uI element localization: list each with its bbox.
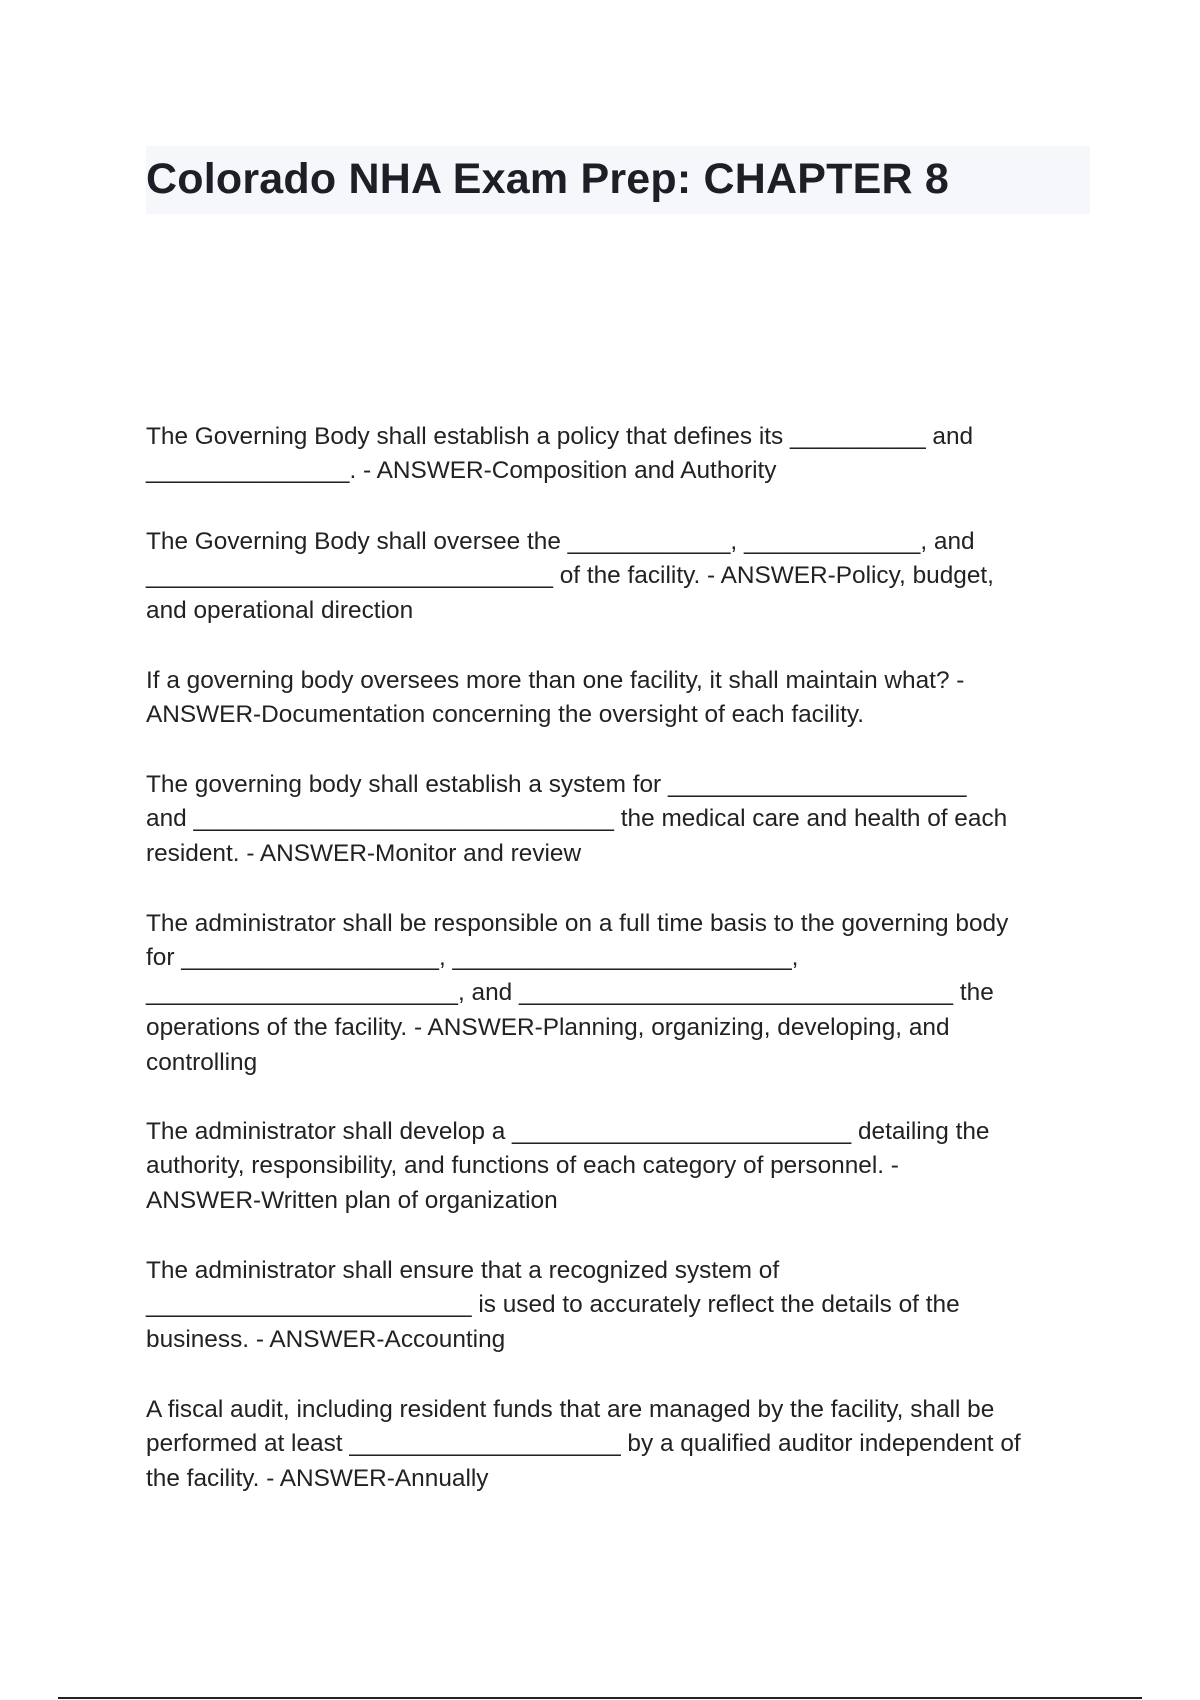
document-title: Colorado NHA Exam Prep: CHAPTER 8 bbox=[146, 155, 950, 203]
qa-line: _______________. - ANSWER-Composition and Authority bbox=[146, 457, 777, 485]
qa-line: for ___________________, _________________________, bbox=[146, 944, 799, 972]
qa-line: The governing body shall establish a system for ______________________ bbox=[146, 770, 967, 798]
qa-line: and _______________________________ the medical care and health of each bbox=[146, 805, 1008, 833]
qa-line: the facility. - ANSWER-Annually bbox=[146, 1465, 489, 1493]
qa-line: ______________________________ of the facility. - ANSWER-Policy, budget, bbox=[146, 562, 994, 590]
qa-line: If a governing body oversees more than one facility, it shall maintain what? - bbox=[146, 666, 965, 694]
qa-line: The administrator shall ensure that a recognized system of bbox=[146, 1256, 780, 1284]
qa-line: business. - ANSWER-Accounting bbox=[146, 1326, 506, 1354]
qa-line: _______________________, and ________________________________ the bbox=[146, 979, 994, 1007]
qa-line: and operational direction bbox=[146, 597, 414, 625]
qa-line: controlling bbox=[146, 1048, 258, 1076]
qa-line: ________________________ is used to accurately reflect the details of the bbox=[146, 1291, 960, 1319]
qa-line: ANSWER-Written plan of organization bbox=[146, 1187, 558, 1215]
qa-line: The Governing Body shall establish a policy that defines its __________ and bbox=[146, 422, 974, 450]
footer-divider bbox=[58, 1697, 1142, 1699]
qa-line: A fiscal audit, including resident funds that are managed by the facility, shall be bbox=[146, 1395, 995, 1423]
qa-item-8 bbox=[146, 1323, 1021, 1567]
qa-line: The administrator shall develop a _________________________ detailing the bbox=[146, 1117, 990, 1145]
qa-line: performed at least ____________________ by a qualified auditor independent of bbox=[146, 1430, 1021, 1458]
qa-line: authority, responsibility, and functions of each category of personnel. - bbox=[146, 1152, 899, 1180]
qa-line: The Governing Body shall oversee the ____________, _____________, and bbox=[146, 527, 975, 555]
qa-line: The administrator shall be responsible on a full time basis to the governing body bbox=[146, 909, 1009, 937]
qa-line: resident. - ANSWER-Monitor and review bbox=[146, 840, 582, 868]
qa-line: operations of the facility. - ANSWER-Planning, organizing, developing, and bbox=[146, 1013, 950, 1041]
qa-line: ANSWER-Documentation concerning the oversight of each facility. bbox=[146, 701, 865, 729]
